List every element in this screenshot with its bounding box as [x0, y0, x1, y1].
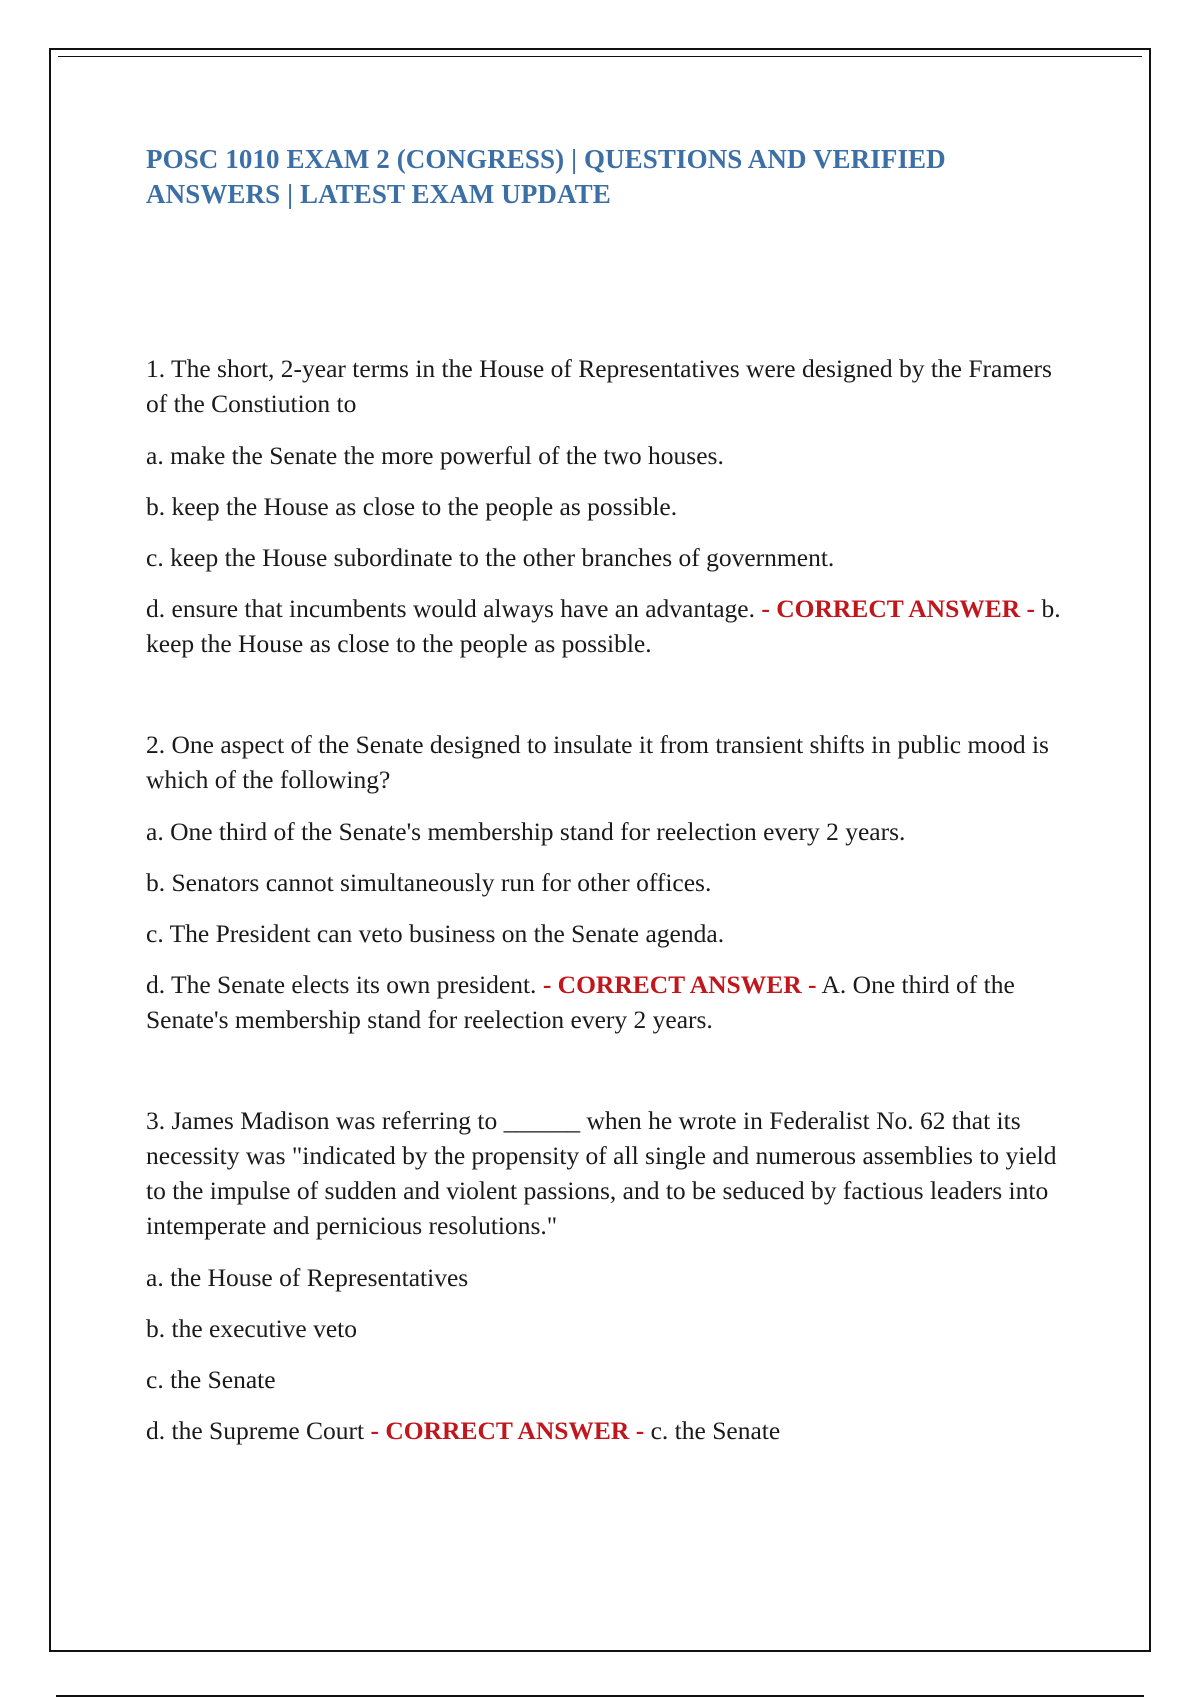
option-d-with-answer — [146, 967, 1076, 1037]
option-c: c. the Senate — [146, 1365, 276, 1394]
option-c: c. The President can veto business on the Senate agenda. — [146, 919, 725, 948]
option-b: b. the executive veto — [146, 1314, 357, 1343]
option-d: d. ensure that incumbents would always have an advantage. — [146, 594, 755, 623]
option-d-with-answer — [146, 591, 1076, 661]
correct-answer-label: - CORRECT ANSWER - — [542, 970, 817, 999]
option-d: d. the Supreme Court — [146, 1416, 365, 1445]
correct-answer-text: c. the Senate — [650, 1416, 781, 1445]
correct-answer-label: - CORRECT ANSWER - — [761, 594, 1036, 623]
option-a: a. the House of Representatives — [146, 1263, 469, 1292]
option-d-with-answer — [146, 1413, 1076, 1448]
document-content — [146, 142, 1076, 1514]
option-a: a. make the Senate the more powerful of the two houses. — [146, 441, 724, 470]
option-b: b. keep the House as close to the people as possible. — [146, 492, 678, 521]
document-title: POSC 1010 EXAM 2 (CONGRESS) | QUESTIONS AND VERIFIED ANSWERS | LATEST EXAM UPDATE — [146, 144, 946, 209]
question-text: 2. One aspect of the Senate designed to insulate it from transient shifts in public mood is which of the following? — [146, 730, 1049, 794]
correct-answer-text: A. One third of the Senate's membership stand for reelection every 2 years. — [146, 970, 1015, 1034]
question-text: 1. The short, 2-year terms in the House of Representatives were designed by the Framers of the Constiution to — [146, 354, 1052, 418]
correct-answer-text: b. keep the House as close to the people as possible. — [146, 594, 1061, 658]
next-page-top-rule — [56, 1695, 1144, 1697]
option-a: a. One third of the Senate's membership stand for reelection every 2 years. — [146, 817, 906, 846]
question-3 — [146, 1103, 1076, 1448]
correct-answer-label: - CORRECT ANSWER - — [370, 1416, 645, 1445]
option-c: c. keep the House subordinate to the other branches of government. — [146, 543, 835, 572]
option-b: b. Senators cannot simultaneously run for other offices. — [146, 868, 712, 897]
question-1 — [146, 351, 1076, 661]
question-2 — [146, 727, 1076, 1037]
frame-top-rule — [58, 56, 1142, 57]
question-text: 3. James Madison was referring to ______ when he wrote in Federalist No. 62 that its necessity was "indicated by the propensity of all single and numerous assemblies to yield to the impulse of sudden and violent passions, and to be seduced by factious leaders into intemperate and pernicious resolutions." — [146, 1106, 1057, 1240]
option-d: d. The Senate elects its own president. — [146, 970, 537, 999]
